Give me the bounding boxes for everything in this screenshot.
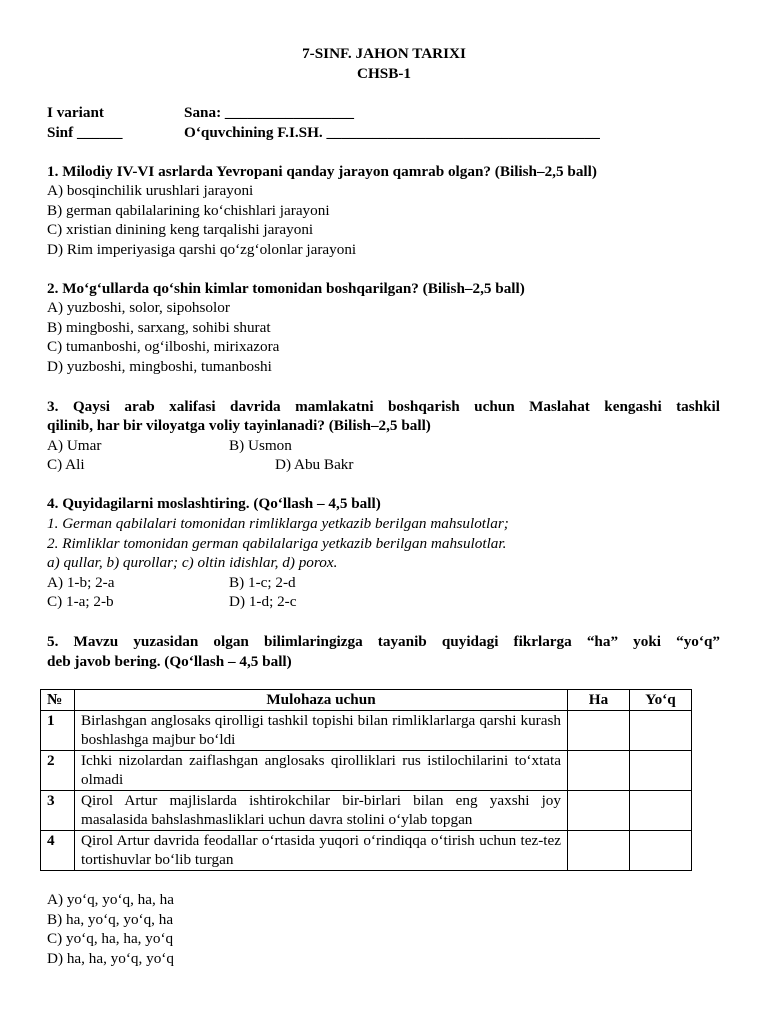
row-yes-cell[interactable] [568,710,630,750]
row-yes-cell[interactable] [568,790,630,830]
row-no-cell[interactable] [630,750,692,790]
date-field: Sana: _________________ [184,104,355,121]
variant-label: I variant [47,104,104,121]
table-header-row [41,690,692,711]
header-number: № [41,690,75,711]
header-statement: Mulohaza uchun [75,690,568,711]
row-yes-cell[interactable] [568,750,630,790]
q5-option-d: D) ha, ha, yo‘q, yo‘q [47,950,174,967]
q2-option-b: B) mingboshi, sarxang, sohibi shurat [47,319,271,336]
q1-option-a: A) bosqinchilik urushlari jarayoni [47,182,254,199]
q2-option-c: C) tumanboshi, og‘ilboshi, mirixazora [47,338,280,355]
q4-item-2: 2. Rimliklar tomonidan german qabilalariga yetkazib berilgan mahsulotlar. [47,535,507,552]
q5-option-b: B) ha, yo‘q, yo‘q, ha [47,911,174,928]
q5-option-a: A) yo‘q, yo‘q, ha, ha [47,891,174,908]
row-no-cell[interactable] [630,710,692,750]
q2-option-d: D) yuzboshi, mingboshi, tumanboshi [47,358,272,375]
doc-title: 7-SINF. JAHON TARIXI [302,45,466,62]
q4-option-c: C) 1-a; 2-b [47,593,114,610]
table-row [41,710,692,750]
q4-option-d: D) 1-d; 2-c [229,593,297,610]
q1-option-b: B) german qabilalarining ko‘chishlari jarayoni [47,202,330,219]
row-number: 1 [41,710,75,750]
table-row [41,790,692,830]
row-no-cell[interactable] [630,830,692,870]
student-name-field: O‘quvchining F.I.SH. ____________________________________ [184,124,600,141]
q3-option-b: B) Usmon [229,437,292,454]
q4-option-a: A) 1-b; 2-a [47,574,115,591]
row-no-cell[interactable] [630,790,692,830]
q2-question: 2. Mo‘g‘ullarda qo‘shin kimlar tomonidan boshqarilgan? (Bilish–2,5 ball) [47,280,525,297]
q4-item-1: 1. German qabilalari tomonidan rimliklarga yetkazib berilgan mahsulotlar; [47,515,509,532]
q4-question: 4. Quyidagilarni moslashtiring. (Qo‘llash – 4,5 ball) [47,495,381,512]
row-statement: Qirol Artur davrida feodallar o‘rtasida yuqori o‘rindiqqa o‘tirish uchun tez-tez tortishuvlar bo‘lib turgan [75,830,568,870]
q5-option-c: C) yo‘q, ha, ha, yo‘q [47,930,174,947]
row-number: 3 [41,790,75,830]
row-statement: Qirol Artur majlislarda ishtirokchilar bir-birlari bilan eng yaxshi joy masalasida bahslashmasliklari uchun davra stolini o‘ylab topgan [75,790,568,830]
table-row [41,830,692,870]
row-statement: Ichki nizolardan zaiflashgan anglosaks qirolliklari rus istilochilarini to‘xtata olmadi [75,750,568,790]
q3-option-d: D) Abu Bakr [275,456,354,473]
row-yes-cell[interactable] [568,830,630,870]
class-field: Sinf ______ [47,124,123,141]
row-number: 4 [41,830,75,870]
statements-table [40,689,692,871]
row-statement: Birlashgan anglosaks qirolligi tashkil topishi bilan rimliklarlarga qarshi kurash boshlashga majbur bo‘ldi [75,710,568,750]
q4-options-line: a) qullar, b) qurollar; c) oltin idishlar, d) porox. [47,554,338,571]
doc-subtitle: CHSB-1 [356,65,411,82]
q3-question-line2: qilinib, har bir viloyatga voliy tayinlanadi? (Bilish–2,5 ball) [47,417,431,434]
q3-option-a: A) Umar [47,437,102,454]
header-no: Yo‘q [630,690,692,711]
row-number: 2 [41,750,75,790]
q1-option-d: D) Rim imperiyasiga qarshi qo‘zg‘olonlar jarayoni [47,241,357,258]
table-row [41,750,692,790]
q3-question-line1: 3. Qaysi arab xalifasi davrida mamlakatni boshqarish uchun Maslahat kengashi tashkil [47,398,720,415]
q1-question: 1. Milodiy IV-VI asrlarda Yevropani qanday jarayon qamrab olgan? (Bilish–2,5 ball) [47,163,597,180]
header-yes: Ha [568,690,630,711]
q1-option-c: C) xristian dinining keng tarqalishi jarayoni [47,221,314,238]
q5-question-line2: deb javob bering. (Qo‘llash – 4,5 ball) [47,653,292,670]
q3-option-c: C) Ali [47,456,85,473]
q5-question-line1: 5. Mavzu yuzasidan olgan bilimlaringizga tayanib quyidagi fikrlarga “ha” yoki “yo‘q” [47,633,720,650]
q4-option-b: B) 1-c; 2-d [229,574,296,591]
q2-option-a: A) yuzboshi, solor, sipohsolor [47,299,230,316]
